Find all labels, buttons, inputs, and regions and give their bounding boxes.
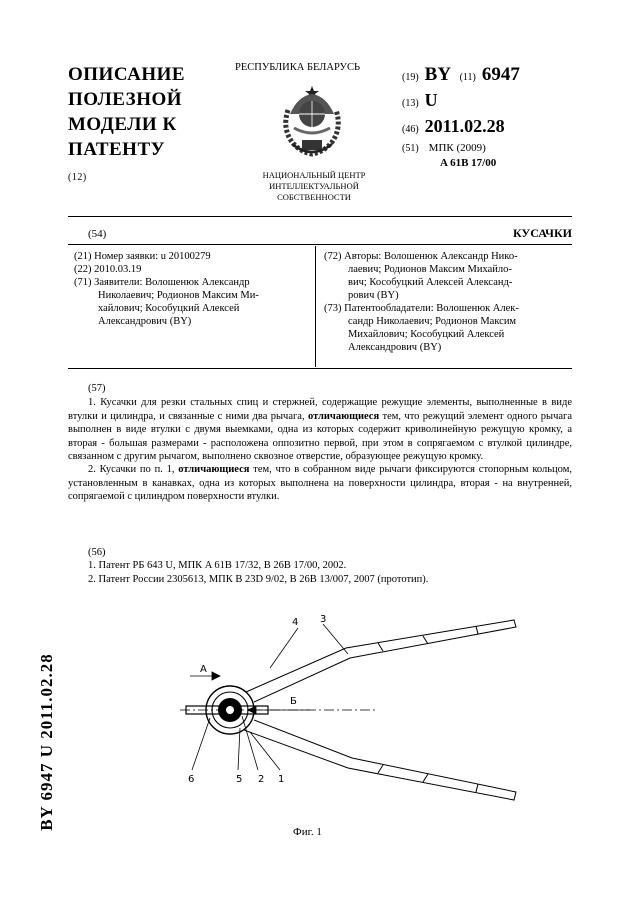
- inid-code: (19): [402, 72, 419, 83]
- cited-references: [68, 546, 572, 586]
- authors-line: рович (BY): [348, 290, 399, 301]
- claim-2: [68, 463, 572, 503]
- ipc-row: [402, 142, 486, 154]
- applicants-line: Александрович (BY): [98, 316, 192, 327]
- kind-code: U: [424, 90, 438, 110]
- reference-item: 1. Патент РБ 643 U, МПК A 61B 17/32, B 26B 17/00, 2002.: [88, 560, 347, 572]
- country-code: BY: [424, 64, 452, 85]
- inid-code: (13): [402, 98, 419, 109]
- center-line: ИНТЕЛЛЕКТУАЛЬНОЙ: [269, 181, 359, 191]
- title-line: МОДЕЛИ К: [68, 114, 177, 135]
- authors-line: (72) Авторы: Волошенюк Александр Нико-: [324, 251, 518, 262]
- patent-number: 6947: [481, 64, 520, 85]
- side-document-id: BY 6947 U 2011.02.28: [37, 653, 56, 831]
- reference-item: 2. Патент России 2305613, МПК B 23D 9/02, B 26B 13/007, 2007 (прототип).: [88, 573, 429, 585]
- claims-section: [68, 382, 572, 504]
- owners-line: (73) Патентообладатели: Волошенюк Алек-: [324, 303, 519, 314]
- authors-line: вич; Кособуцкий Алексей Александ-: [348, 277, 513, 288]
- ipc-class-row: [440, 157, 496, 169]
- claim-text: тем, что в собранном виде рычаги фиксируются стопорным кольцом, установленным в канавках, одна из которых выполнена на поверхности цилиндра, вторая - на внутренней, сопрягаемой с цилиндром поверхности втулки.: [68, 464, 572, 503]
- inid-code-54: (54): [88, 228, 107, 240]
- authors-line: лаевич; Родионов Максим Михайло-: [348, 264, 512, 275]
- inid-code-57: (57): [88, 383, 106, 394]
- inid-code: (46): [402, 124, 419, 135]
- claim-text: тем, что режущий элемент одного рычага выполнен в виде втулки с двумя выемками, одна из которых содержит криволинейную режущую кромку, а вторая - большая размерами - расположена оппозитно первой, при этом в сопрягаемом с втулкой цилиндре, связанном с другим рычагом, выполнено сквозное отверстие, образующее режущую кромку.: [68, 410, 573, 463]
- column-divider: [315, 246, 316, 367]
- part-number: 1: [278, 774, 285, 785]
- applicants-line: Николаевич; Родионов Максим Ми-: [98, 290, 259, 301]
- ipc-version: МПК (2009): [428, 142, 486, 154]
- ipc-class: A 61B 17/00: [440, 157, 497, 169]
- claim-keyword: отличающиеся: [178, 464, 250, 476]
- part-number: 2: [258, 774, 265, 785]
- figure-label-b: Б: [290, 696, 297, 707]
- figure-label-a: А: [200, 664, 207, 675]
- title-line: ПАТЕНТУ: [68, 139, 166, 160]
- applicants-line: (71) Заявители: Волошенюк Александр: [74, 277, 250, 288]
- title-line: ОПИСАНИЕ: [68, 64, 186, 85]
- figure-1-drawing: [178, 610, 538, 810]
- claim-text: 2. Кусачки по п. 1,: [88, 464, 179, 476]
- center-line: НАЦИОНАЛЬНЫЙ ЦЕНТР: [262, 170, 366, 180]
- application-details: [74, 250, 304, 328]
- divider: [68, 368, 572, 369]
- inid-code: (51): [402, 143, 419, 154]
- part-number: 4: [292, 617, 299, 628]
- filing-date: (22) 2010.03.19: [74, 264, 142, 275]
- title-line: ПОЛЕЗНОЙ: [68, 89, 183, 110]
- document-title: [68, 62, 185, 190]
- claim-text: 1. Кусачки для резки стальных спиц и стержней, содержащие режущие элементы, выполненные в виде втулки и цилиндра, и связанные с ними два рычага,: [68, 397, 572, 422]
- part-number: 6: [188, 774, 195, 785]
- authors-owners: [324, 250, 570, 354]
- center-line: СОБСТВЕННОСТИ: [277, 192, 351, 202]
- figure-caption: Фиг. 1: [293, 826, 322, 838]
- date-row: [402, 116, 505, 137]
- inid-code: (11): [459, 72, 476, 83]
- utility-model-title: КУСАЧКИ: [512, 226, 572, 240]
- national-center-name: [244, 170, 384, 203]
- claim-1: [68, 396, 572, 463]
- part-number: 5: [236, 774, 243, 785]
- republic-label: РЕСПУБЛИКА БЕЛАРУСЬ: [235, 62, 361, 73]
- part-number: 3: [320, 614, 327, 625]
- publication-date: 2011.02.28: [424, 116, 505, 136]
- owners-line: сандр Николаевич; Родионов Максим: [348, 316, 517, 327]
- state-emblem-icon: [278, 80, 346, 160]
- application-number: (21) Номер заявки: u 20100279: [74, 251, 211, 262]
- owners-line: Александрович (BY): [348, 342, 442, 353]
- title-code: (12): [68, 172, 87, 183]
- applicants-line: хайлович; Кособуцкий Алексей: [98, 303, 240, 314]
- claim-keyword: отличающиеся: [307, 410, 380, 422]
- publication-number-row: [402, 64, 520, 86]
- kind-row: [402, 90, 438, 111]
- divider: [68, 244, 572, 245]
- inid-code-56: (56): [88, 547, 106, 558]
- owners-line: Михайлович; Кособуцкий Алексей: [348, 329, 505, 340]
- divider: [68, 216, 572, 217]
